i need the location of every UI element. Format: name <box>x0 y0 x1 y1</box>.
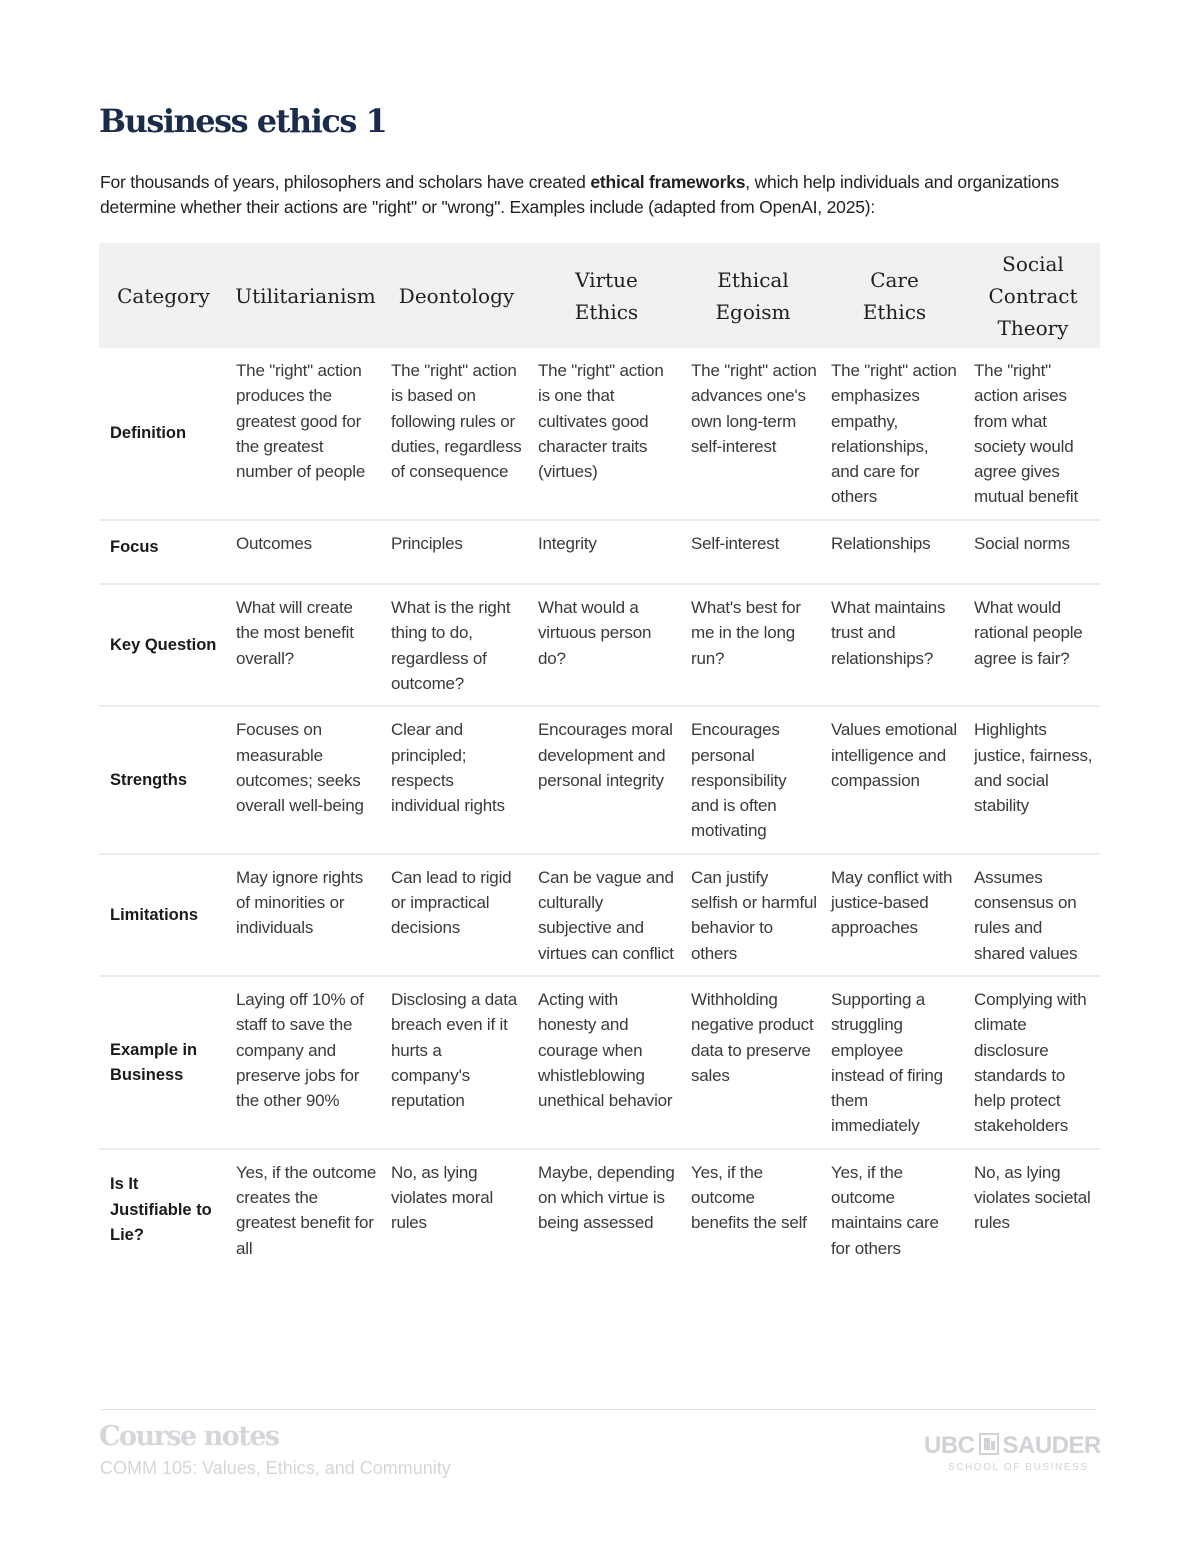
table-cell: Social norms <box>966 520 1100 584</box>
row-label-key-question: Key Question <box>99 584 228 706</box>
table-cell: Encourages moral development and personal integrity <box>530 706 683 853</box>
ethics-frameworks-table <box>99 243 1100 1270</box>
page-title: Business ethics 1 <box>99 102 387 140</box>
table-cell: What would rational people agree is fair? <box>966 584 1100 706</box>
logo-sauder-text: SAUDER <box>1002 1432 1101 1459</box>
table-cell: No, as lying violates societal rules <box>974 1162 1091 1233</box>
row-label-is-it-justifiable-to-lie: Is It Justifiable to Lie? <box>110 1175 212 1244</box>
table-cell: Integrity <box>530 520 683 584</box>
table-row <box>99 854 1100 976</box>
table-cell: Self-interest <box>683 520 823 584</box>
table-row <box>99 976 1100 1149</box>
logo-subtitle: SCHOOL OF BUSINESS <box>948 1462 1089 1473</box>
table-cell: The "right" action is based on following rules or duties, regardless of consequence <box>383 348 530 520</box>
table-cell: Yes, if the outcome creates the greatest benefit for all <box>236 1162 377 1258</box>
ubc-sauder-logo <box>924 1432 1101 1474</box>
table-cell: Relationships <box>823 520 966 584</box>
row-label-limitations: Limitations <box>99 854 228 976</box>
footer-divider <box>100 1409 1096 1410</box>
header-virtue-ethics: Virtue Ethics <box>530 243 683 348</box>
table-cell: Focuses on measurable outcomes; seeks overall well-being <box>228 706 383 853</box>
table-cell: What's best for me in the long run? <box>683 584 823 706</box>
header-care-ethics: Care Ethics <box>823 243 966 348</box>
footer-course-name: COMM 105: Values, Ethics, and Community <box>100 1458 451 1478</box>
table-cell: What would a virtuous person do? <box>530 584 683 706</box>
table-cell: The "right" action advances one's own long-term self-interest <box>683 348 823 520</box>
logo-wordmark <box>924 1432 1101 1460</box>
header-social-contract-theory: Social Contract Theory <box>966 243 1100 348</box>
table-cell: Withholding negative product data to preserve sales <box>683 976 823 1149</box>
row-label-definition: Definition <box>99 348 228 520</box>
table-cell: Can be vague and culturally subjective and virtues can conflict <box>530 854 683 976</box>
table-cell: The "right" action emphasizes empathy, relationships, and care for others <box>823 348 966 520</box>
table-cell: Can lead to rigid or impractical decisions <box>383 854 530 976</box>
footer-title: Course notes <box>99 1421 279 1452</box>
table-cell: What will create the most benefit overall? <box>228 584 383 706</box>
row-label-strengths: Strengths <box>99 706 228 853</box>
table-cell: Acting with honesty and courage when whistleblowing unethical behavior <box>530 976 683 1149</box>
table-cell: Maybe, depending on which virtue is being assessed <box>538 1162 675 1233</box>
table-header-row <box>99 243 1100 348</box>
table-cell: Assumes consensus on rules and shared values <box>966 854 1100 976</box>
table-cell: The "right" action arises from what society would agree gives mutual benefit <box>966 348 1100 520</box>
table-row <box>99 706 1100 853</box>
table-cell: Disclosing a data breach even if it hurts a company's reputation <box>383 976 530 1149</box>
ubc-crest-icon <box>979 1433 999 1455</box>
header-category: Category <box>99 243 228 348</box>
table-cell: May ignore rights of minorities or individuals <box>228 854 383 976</box>
table-row <box>99 348 1100 520</box>
table-cell: The "right" action produces the greatest good for the greatest number of people <box>228 348 383 520</box>
table-cell: May conflict with justice-based approaches <box>823 854 966 976</box>
header-ethical-egoism: Ethical Egoism <box>683 243 823 348</box>
table-cell: Supporting a struggling employee instead of firing them immediately <box>823 976 966 1149</box>
header-deontology: Deontology <box>383 243 530 348</box>
intro-paragraph <box>100 170 1100 220</box>
row-label-example-in-business: Example in Business <box>99 976 228 1149</box>
table-cell: Yes, if the outcome maintains care for others <box>831 1162 939 1258</box>
table-cell: Values emotional intelligence and compassion <box>823 706 966 853</box>
table-cell: Complying with climate disclosure standards to help protect stakeholders <box>966 976 1100 1149</box>
table-cell: What maintains trust and relationships? <box>823 584 966 706</box>
table-row <box>99 520 1100 584</box>
row-label-focus: Focus <box>99 520 228 584</box>
table-cell: What is the right thing to do, regardless of outcome? <box>383 584 530 706</box>
table-cell: Principles <box>383 520 530 584</box>
intro-text-start: For thousands of years, philosophers and scholars have created <box>100 172 591 192</box>
intro-bold-term: ethical frameworks <box>590 172 746 192</box>
table-cell: Outcomes <box>228 520 383 584</box>
table-cell: Yes, if the outcome benefits the self <box>691 1162 807 1233</box>
table-cell: Clear and principled; respects individual rights <box>383 706 530 853</box>
table-row <box>99 584 1100 706</box>
header-utilitarianism: Utilitarianism <box>228 243 383 348</box>
table-cell: Encourages personal responsibility and is often motivating <box>683 706 823 853</box>
table-cell: Highlights justice, fairness, and social stability <box>966 706 1100 853</box>
table-row <box>99 1149 1100 1270</box>
table-cell: Can justify selfish or harmful behavior to others <box>683 854 823 976</box>
table-cell: No, as lying violates moral rules <box>391 1162 494 1233</box>
table-cell: Laying off 10% of staff to save the company and preserve jobs for the other 90% <box>228 976 383 1149</box>
table-cell: The "right" action is one that cultivates good character traits (virtues) <box>530 348 683 520</box>
logo-ubc-text: UBC <box>924 1432 975 1459</box>
intro-text-end: , which help individuals and organizations determine whether their actions are "right" or "wrong". Examples include (adapted from OpenAI, 2025): <box>100 172 1059 217</box>
